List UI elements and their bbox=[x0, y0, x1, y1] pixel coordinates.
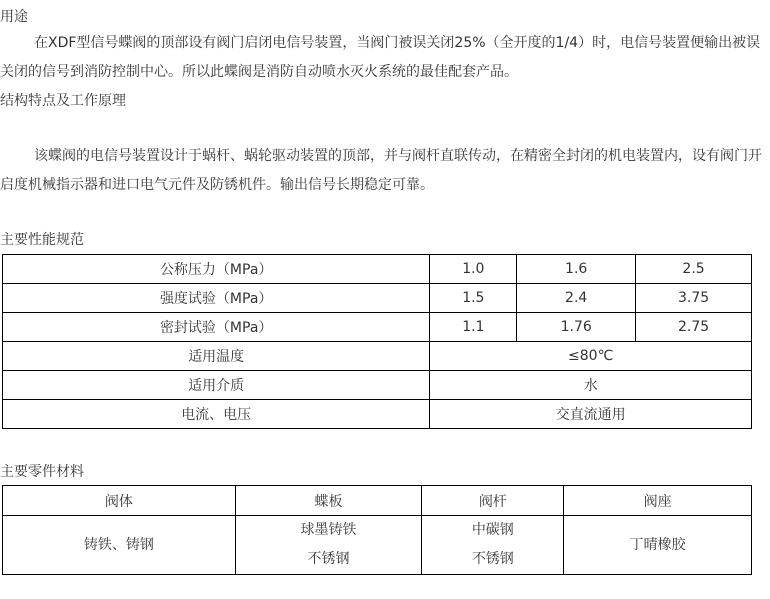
table-row bbox=[3, 400, 752, 429]
column-header: 阀体 bbox=[3, 486, 236, 516]
usage-heading: 用途 bbox=[0, 9, 28, 25]
spec-value: 1.76 bbox=[517, 313, 636, 342]
cell-line: 铸铁、铸钢 bbox=[83, 536, 154, 553]
spec-value: 3.75 bbox=[636, 284, 752, 313]
cell-line: 不锈钢 bbox=[471, 551, 514, 567]
table-row bbox=[3, 516, 752, 575]
cell-line: 不锈钢 bbox=[307, 551, 350, 567]
table-row bbox=[3, 313, 752, 342]
spec-value: 1.5 bbox=[430, 284, 517, 313]
table-cell bbox=[3, 516, 236, 575]
spec-value: 1.1 bbox=[430, 313, 517, 342]
table-header-row bbox=[3, 486, 752, 516]
table-row bbox=[3, 342, 752, 371]
column-header: 阀座 bbox=[564, 486, 752, 516]
spec-label: 强度试验（MPa） bbox=[3, 284, 430, 313]
spec-value: 2.75 bbox=[636, 313, 752, 342]
spec-label: 公称压力（MPa） bbox=[3, 255, 430, 284]
spec-label: 适用介质 bbox=[3, 371, 430, 400]
spec-value: 水 bbox=[430, 371, 752, 400]
structure-heading: 结构特点及工作原理 bbox=[0, 93, 126, 109]
structure-paragraph: 该蝶阀的电信号装置设计于蜗杆、蜗轮驱动装置的顶部，并与阀杆直联传动，在精密全封闭的机电装置内，设有阀门开启度机械指示器和进口电气元件及防锈机件。输出信号长期稳定可靠。 bbox=[0, 148, 762, 193]
spec-value: 2.4 bbox=[517, 284, 636, 313]
table-row bbox=[3, 284, 752, 313]
spec-value: 1.6 bbox=[517, 255, 636, 284]
spec-label: 密封试验（MPa） bbox=[3, 313, 430, 342]
usage-paragraph: 在XDF型信号蝶阀的顶部设有阀门启闭电信号装置，当阀门被误关闭25%（全开度的1/4）时，电信号装置便输出被误关闭的信号到消防控制中心。所以此蝶阀是消防自动喷水灭火系统的最佳配套产品。 bbox=[0, 35, 761, 80]
spec-label: 适用温度 bbox=[3, 342, 430, 371]
spec-value: 2.5 bbox=[636, 255, 752, 284]
cell-line: 球墨铸铁 bbox=[300, 522, 357, 538]
cell-line: 丁晴橡胶 bbox=[629, 536, 686, 553]
parts-heading: 主要零件材料 bbox=[0, 464, 84, 480]
specs-heading: 主要性能规范 bbox=[0, 232, 84, 248]
column-header: 阀杆 bbox=[422, 486, 564, 516]
parts-table bbox=[2, 485, 752, 575]
table-row bbox=[3, 255, 752, 284]
table-cell bbox=[235, 516, 422, 575]
cell-line: 中碳钢 bbox=[471, 522, 514, 538]
column-header: 蝶板 bbox=[235, 486, 422, 516]
spec-value: 交直流通用 bbox=[430, 400, 752, 429]
table-cell bbox=[422, 516, 564, 575]
spec-label: 电流、电压 bbox=[3, 400, 430, 429]
table-cell bbox=[564, 516, 752, 575]
spec-value: 1.0 bbox=[430, 255, 517, 284]
spec-value: ≤80℃ bbox=[430, 342, 752, 371]
table-row bbox=[3, 371, 752, 400]
specs-table bbox=[2, 254, 752, 429]
